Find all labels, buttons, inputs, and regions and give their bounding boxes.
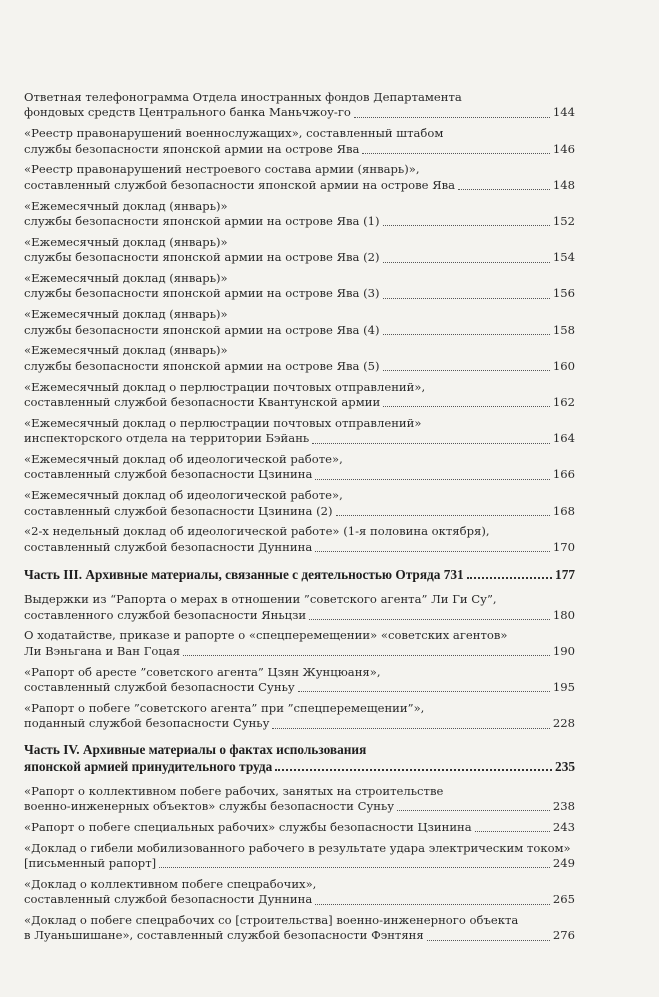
toc-entry-last-line <box>24 892 575 907</box>
dot-leader <box>312 442 550 444</box>
toc-entry-title-line: «Рапорт о побеге ”советского агента” при ”спецперемещении”», <box>24 700 425 715</box>
toc-entry <box>24 235 575 266</box>
toc-entry-last-line <box>24 105 575 120</box>
toc-entry-last-line <box>24 644 575 659</box>
toc-entry-title-line: «Реестр правонарушений военнослужащих», составленный штабом <box>24 126 444 141</box>
toc-entry-last-line <box>24 250 575 265</box>
toc-entry-title-line: «Ежемесячный доклад об идеологической работе», <box>24 488 343 503</box>
toc-entry-title-line: «Ежемесячный доклад о перлюстрации почтовых отправлений» <box>24 415 422 430</box>
toc-entry-last-line <box>24 504 575 519</box>
toc-entry-last-line <box>24 359 575 374</box>
toc-entry-title-line: составленный службой безопасности Дуннина <box>24 539 313 554</box>
toc-entry-title-line: составленный службой безопасности Цзинина <box>24 467 313 482</box>
dot-leader <box>383 369 550 371</box>
toc-entry-title-line: составленного службой безопасности Яньцзи <box>24 607 307 622</box>
toc-entry-last-line <box>24 566 575 583</box>
toc-entry-title-line: Часть IV. Архивные материалы о фактах использования <box>24 741 367 757</box>
toc-entry-title-line: [письменный рапорт] <box>24 856 157 871</box>
toc-entry-last-line <box>24 758 575 775</box>
dot-leader <box>383 333 550 335</box>
toc-entry-title-line: составленный службой безопасности Квантунской армии <box>24 395 381 410</box>
page-number: 154 <box>552 250 575 265</box>
toc-entry-title-line: «Реестр правонарушений нестроевого состава армии (январь)», <box>24 162 420 177</box>
dot-leader <box>383 261 550 263</box>
page-number: 190 <box>552 643 575 658</box>
toc-entry-title-line: «Доклад о коллективном побеге спецрабочих», <box>24 876 317 891</box>
page-number: 152 <box>552 214 575 229</box>
toc-entry-title-line: Часть III. Архивные материалы, связанные с деятельностью Отряда 731 <box>24 567 464 583</box>
toc-entry-last-line <box>24 395 575 410</box>
toc-entry-title-line: Ли Вэньгана и Ван Гоцая <box>24 643 181 658</box>
page-number: 148 <box>552 177 575 192</box>
dot-leader <box>159 866 550 868</box>
dot-leader <box>315 550 550 552</box>
page-number: 170 <box>552 539 575 554</box>
toc-entry-title-line: службы безопасности японской армии на острове Ява (4) <box>24 322 380 337</box>
dot-leader <box>309 618 550 620</box>
toc-entry <box>24 784 575 815</box>
page-number: 243 <box>552 819 575 834</box>
dot-leader <box>458 188 550 190</box>
page-number: 177 <box>555 567 575 583</box>
dot-leader <box>397 809 550 811</box>
page-number: 228 <box>552 716 575 731</box>
toc-entry-title-line: японской армией принудительного труда <box>24 758 273 774</box>
toc-entry <box>24 701 575 732</box>
dot-leader <box>315 478 549 480</box>
toc-entry-last-line <box>24 820 575 835</box>
toc-entry <box>24 592 575 623</box>
dot-leader <box>467 576 552 579</box>
page-number: 144 <box>552 105 575 120</box>
toc-entry-title-line: «Ежемесячный доклад о перлюстрации почтовых отправлений», <box>24 379 426 394</box>
toc-entry-last-line <box>24 142 575 157</box>
toc-entry <box>24 877 575 908</box>
toc-entry-title-line: «Ежемесячный доклад (январь)» <box>24 343 228 358</box>
toc-entry-title-line: Выдержки из “Рапорта о мерах в отношении ”советского агента” Ли Ги Су”, <box>24 592 497 607</box>
dot-leader <box>383 224 550 226</box>
dot-leader <box>354 116 550 118</box>
toc-entry-last-line <box>24 680 575 695</box>
dot-leader <box>383 297 550 299</box>
toc-entry-last-line <box>24 716 575 731</box>
toc-entry-title-line: Ответная телефонограмма Отдела иностранных фондов Департамента <box>24 90 462 104</box>
page-number: 249 <box>552 856 575 871</box>
toc-section-heading <box>24 741 575 775</box>
toc-section-heading <box>24 566 575 583</box>
dot-leader <box>298 690 550 692</box>
dot-leader <box>362 152 549 154</box>
toc-entry-title-line: в Луаньшишане», составленный службой безопасности Фэнтяня <box>24 928 424 943</box>
toc-entry <box>24 90 575 121</box>
page-number: 168 <box>552 503 575 518</box>
page-number: 162 <box>552 395 575 410</box>
dot-leader <box>383 405 550 407</box>
toc-entry-last-line <box>24 286 575 301</box>
toc-entry-title-line: «Рапорт о коллективном побеге рабочих, занятых на строительстве <box>24 783 444 798</box>
page-number: 265 <box>552 892 575 907</box>
toc-entry-last-line <box>24 856 575 871</box>
toc-entry-title-line: фондовых средств Центрального банка Маньчжоу-го <box>24 105 351 120</box>
toc-entry-last-line <box>24 431 575 446</box>
toc-entry <box>24 343 575 374</box>
toc-entry <box>24 628 575 659</box>
toc-entry-last-line <box>24 540 575 555</box>
dot-leader <box>275 768 552 771</box>
dot-leader <box>272 727 549 729</box>
page-number: 195 <box>552 680 575 695</box>
toc-entry-title-line: «Ежемесячный доклад (январь)» <box>24 234 228 249</box>
toc-entry-last-line <box>24 928 575 943</box>
toc-entry-last-line <box>24 214 575 229</box>
toc-entry-title-line: составленный службой безопасности Дуннина <box>24 892 313 907</box>
table-of-contents <box>24 90 575 949</box>
toc-entry-title-line: службы безопасности японской армии на острове Ява (5) <box>24 358 380 373</box>
toc-entry-last-line <box>24 608 575 623</box>
toc-entry-last-line <box>24 467 575 482</box>
toc-entry-title-line: «Ежемесячный доклад об идеологической работе», <box>24 452 343 467</box>
page-number: 146 <box>552 141 575 156</box>
toc-entry <box>24 162 575 193</box>
dot-leader <box>336 514 550 516</box>
toc-entry <box>24 665 575 696</box>
dot-leader <box>315 903 550 905</box>
toc-entry-title-line: составленный службой безопасности Цзинина (2) <box>24 503 333 518</box>
page-number: 158 <box>552 322 575 337</box>
toc-entry-title-line: военно-инженерных объектов» службы безопасности Суньу <box>24 799 395 814</box>
dot-leader <box>475 830 550 832</box>
toc-entry-title-line: «Рапорт об аресте ”советского агента” Цзян Жунцюаня», <box>24 664 381 679</box>
toc-entry-title-line: службы безопасности японской армии на острове Ява <box>24 141 360 156</box>
toc-entry-title-line: составленный службой безопасности Суньу <box>24 680 295 695</box>
page-number: 180 <box>552 607 575 622</box>
toc-entry <box>24 307 575 338</box>
toc-entry-title-line: «2-х недельный доклад об идеологической работе» (1-я половина октября), <box>24 524 490 539</box>
toc-entry <box>24 199 575 230</box>
page-number: 160 <box>552 358 575 373</box>
toc-entry <box>24 271 575 302</box>
toc-entry-title-line: поданный службой безопасности Суньу <box>24 716 270 731</box>
toc-entry-last-line <box>24 323 575 338</box>
toc-entry-title-line: службы безопасности японской армии на острове Ява (1) <box>24 214 380 229</box>
toc-entry-title-line: «Ежемесячный доклад (январь)» <box>24 271 228 286</box>
toc-entry-title-line: инспекторского отдела на территории Бэйань <box>24 431 310 446</box>
page-number: 238 <box>552 799 575 814</box>
dot-leader <box>183 654 550 656</box>
toc-entry <box>24 913 575 944</box>
toc-entry-title-line: «Доклад о побеге спецрабочих со [строительства] военно-инженерного объекта <box>24 913 519 928</box>
toc-entry <box>24 452 575 483</box>
toc-entry-title-line: О ходатайстве, приказе и рапорте о «спецперемещении» «советских агентов» <box>24 628 508 643</box>
toc-entry-title-line: составленный службой безопасности японской армии на острове Ява <box>24 177 456 192</box>
toc-entry <box>24 488 575 519</box>
toc-entry-title-line: «Ежемесячный доклад (январь)» <box>24 198 228 213</box>
page-number: 156 <box>552 286 575 301</box>
page-number: 164 <box>552 431 575 446</box>
toc-entry-last-line <box>24 178 575 193</box>
page-number: 235 <box>555 758 575 774</box>
toc-entry <box>24 416 575 447</box>
toc-entry-title-line: службы безопасности японской армии на острове Ява (3) <box>24 286 380 301</box>
toc-entry-title-line: «Ежемесячный доклад (январь)» <box>24 307 228 322</box>
toc-entry <box>24 820 575 835</box>
toc-entry <box>24 524 575 555</box>
toc-entry-last-line <box>24 799 575 814</box>
dot-leader <box>427 939 550 941</box>
toc-entry <box>24 126 575 157</box>
page-number: 276 <box>552 928 575 943</box>
toc-entry <box>24 841 575 872</box>
toc-entry <box>24 380 575 411</box>
toc-entry-title-line: «Рапорт о побеге специальных рабочих» службы безопасности Цзинина <box>24 819 472 834</box>
toc-entry-title-line: «Доклад о гибели мобилизованного рабочего в результате удара электрическим током» <box>24 840 571 855</box>
page-number: 166 <box>552 467 575 482</box>
toc-entry-title-line: службы безопасности японской армии на острове Ява (2) <box>24 250 380 265</box>
